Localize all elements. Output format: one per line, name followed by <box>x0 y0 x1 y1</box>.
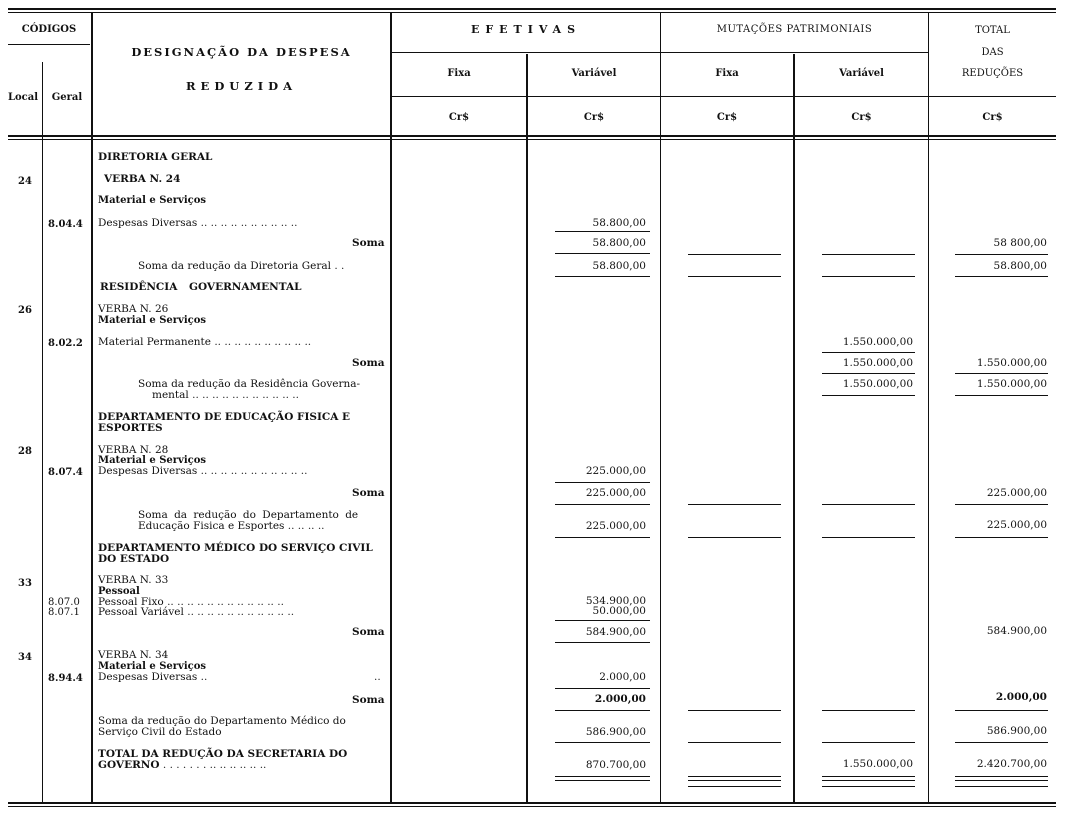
soma-26: Soma <box>352 357 385 369</box>
header-bottom-rule <box>8 135 1056 137</box>
soma-33: Soma <box>352 626 385 638</box>
despesas-diversas-24: Despesas Diversas .. .. .. .. .. .. .. .. .. .. <box>98 217 298 229</box>
section-departamento-ef-2: ESPORTES <box>98 422 163 434</box>
underline-37 <box>688 776 781 777</box>
section-diretoria-geral: DIRETORIA GERAL <box>98 151 213 163</box>
underline-43 <box>688 786 781 787</box>
section-departamento-med-2: DO ESTADO <box>98 553 170 565</box>
underline-19 <box>955 504 1048 505</box>
divider-efetivas-mut <box>660 12 661 802</box>
efetivas-underline <box>392 52 660 53</box>
header-efetivas: EFETIVAS <box>470 23 582 36</box>
underline-30 <box>955 710 1048 711</box>
underline-44 <box>822 786 915 787</box>
despesas-diversas-34: Despesas Diversas .. <box>98 671 208 683</box>
material-servicos-34: Material e Serviços <box>98 661 207 672</box>
geral-code-8022: 8.02.2 <box>48 338 83 349</box>
soma-34: Soma <box>352 694 385 706</box>
underline-45 <box>955 786 1048 787</box>
pessoal-variavel: Pessoal Variável .. .. .. .. .. .. .. .. .. .. .. <box>98 606 295 618</box>
header-total: TOTAL <box>975 25 1010 36</box>
soma-reducao-med-1: Soma da redução do Departamento Médico do <box>98 715 346 727</box>
underline-7 <box>688 276 781 277</box>
verba-24: VERBA N. 24 <box>104 173 181 185</box>
underline-16 <box>555 504 650 505</box>
soma-reducao-rg-1: Soma da redução da Residência Governa- <box>138 378 361 390</box>
total-soma-33: 584.900,00 <box>986 625 1047 637</box>
underline-2 <box>555 253 650 254</box>
header-geral: Geral <box>51 92 83 103</box>
val-soma-reducao-med: 586.900,00 <box>585 726 646 738</box>
underline-12 <box>955 373 1048 374</box>
verba-33: VERBA N. 33 <box>98 574 169 586</box>
currency-total: Cr$ <box>982 112 1003 123</box>
val-soma-reducao-rg: 1.550.000,00 <box>842 378 913 390</box>
underline-18 <box>822 504 915 505</box>
val-pessoal-fixo: 534.900,00 <box>585 595 646 607</box>
underline-36 <box>555 780 650 781</box>
val-soma-reducao-dg: 58.800,00 <box>592 260 646 272</box>
verba-26: VERBA N. 26 <box>98 303 169 315</box>
header-local: Local <box>7 92 39 103</box>
divider-mut-total <box>928 12 929 802</box>
underline-34 <box>955 742 1048 743</box>
underline-26 <box>555 688 650 689</box>
verba-28: VERBA N. 28 <box>98 444 169 456</box>
total-soma-26: 1.550.000,00 <box>976 357 1047 369</box>
underline-20 <box>555 537 650 538</box>
verba-34: VERBA N. 34 <box>98 649 169 661</box>
underline-17 <box>688 504 781 505</box>
section-residencia: RESIDÊNCIA GOVERNAMENTAL <box>100 281 302 293</box>
material-servicos-26: Material e Serviços <box>98 315 207 326</box>
geral-code-8944: 8.94.4 <box>48 673 83 684</box>
header-designacao: DESIGNAÇÃO DA DESPESA <box>131 45 352 59</box>
val-soma-34: 2.000,00 <box>594 693 646 705</box>
soma-reducao-dg: Soma da redução da Diretoria Geral . . <box>138 260 345 272</box>
underline-24 <box>555 620 650 621</box>
underline-27 <box>555 710 650 711</box>
total-underline <box>929 96 1056 97</box>
underline-35 <box>555 776 650 777</box>
underline-3 <box>688 254 781 255</box>
geral-code-8070: 8.07.0 <box>48 597 80 608</box>
underline-9 <box>955 276 1048 277</box>
total-soma-reducao-rg: 1.550.000,00 <box>976 378 1047 390</box>
header-reducoes: REDUÇÕES <box>961 68 1024 79</box>
mutacoes-underline <box>661 52 928 53</box>
header-das: DAS <box>981 47 1004 58</box>
local-code-26: 26 <box>18 305 32 316</box>
material-permanente: Material Permanente .. .. .. .. .. .. .. .. .. .. <box>98 336 312 348</box>
geral-code-8044: 8.04.4 <box>48 219 83 230</box>
soma-reducao-rg-2: mental .. .. .. .. .. .. .. .. .. .. .. <box>152 389 299 401</box>
total-secretaria-1: TOTAL DA REDUÇÃO DA SECRETARIA DO <box>98 748 348 760</box>
top-rule-2 <box>8 12 1056 13</box>
underline-1 <box>555 231 650 232</box>
underline-32 <box>688 742 781 743</box>
currency-mutacoes-fixa: Cr$ <box>716 112 738 123</box>
val-material-permanente: 1.550.000,00 <box>842 336 913 348</box>
divider-mfixa-mvar <box>793 54 795 802</box>
val-soma-33: 584.900,00 <box>585 626 646 638</box>
val-despesas-diversas-34: 2.000,00 <box>599 671 646 683</box>
local-code-34: 34 <box>18 652 32 663</box>
total-secretaria-total: 2.420.700,00 <box>976 758 1047 770</box>
local-code-28: 28 <box>18 446 32 457</box>
underline-6 <box>555 276 650 277</box>
soma-24: Soma <box>352 237 385 249</box>
underline-25 <box>555 642 650 643</box>
bottom-rule-2 <box>8 806 1056 807</box>
divider-desc-efetivas <box>390 12 392 802</box>
material-servicos-24: Material e Serviços <box>98 195 207 206</box>
total-soma-28: 225.000,00 <box>986 487 1047 499</box>
header-bottom-rule-2 <box>8 139 1056 140</box>
val-soma-28: 225.000,00 <box>585 487 646 499</box>
val-soma-24: 58.800,00 <box>592 237 646 249</box>
underline-40 <box>822 780 915 781</box>
local-code-24: 24 <box>18 176 32 187</box>
currency-mutacoes-variavel: Cr$ <box>851 112 872 123</box>
underline-5 <box>955 254 1048 255</box>
bottom-rule <box>8 802 1056 804</box>
pessoal-fixo: Pessoal Fixo .. .. .. .. .. .. .. .. .. .. .. .. <box>98 596 284 608</box>
underline-4 <box>822 254 915 255</box>
currency-efetivas-variavel: Cr$ <box>583 112 605 123</box>
val-total-secretaria-mut: 1.550.000,00 <box>842 758 913 770</box>
local-code-33: 33 <box>18 578 32 589</box>
val-pessoal-variavel: 50.000,00 <box>592 605 646 617</box>
underline-29 <box>822 710 915 711</box>
total-soma-34: 2.000,00 <box>995 691 1047 703</box>
despesas-diversas-28: Despesas Diversas .. .. .. .. .. .. .. .. .. .. .. <box>98 465 308 477</box>
underline-8 <box>822 276 915 277</box>
soma-reducao-med-2: Serviço Civil do Estado <box>98 726 222 738</box>
underline-11 <box>822 373 915 374</box>
subheader-underline <box>392 96 928 97</box>
header-mutacoes: MUTAÇÕES PATRIMONIAIS <box>716 24 873 35</box>
underline-38 <box>688 780 781 781</box>
geral-code-8071: 8.07.1 <box>48 607 80 618</box>
underline-41 <box>955 776 1048 777</box>
pessoal: Pessoal <box>98 586 140 597</box>
currency-efetivas-fixa: Cr$ <box>448 112 470 123</box>
divider-local-geral <box>42 62 43 802</box>
val-total-secretaria-var: 870.700,00 <box>585 759 646 771</box>
underline-14 <box>955 395 1048 396</box>
total-secretaria-2: GOVERNO . . . . . . . .. .. .. .. .. .. <box>98 759 267 771</box>
val-despesas-diversas-24: 58.800,00 <box>592 217 646 229</box>
material-servicos-28: Material e Serviços <box>98 455 207 466</box>
underline-21 <box>688 537 781 538</box>
total-soma-reducao-ef: 225.000,00 <box>986 519 1047 531</box>
divider-efixa-evar <box>526 54 528 802</box>
header-efetivas-variavel: Variável <box>571 68 617 79</box>
dots-34: .. <box>374 671 381 683</box>
total-soma-reducao-dg: 58.800,00 <box>993 260 1047 272</box>
val-despesas-diversas-28: 225.000,00 <box>585 465 646 477</box>
header-codigos: CÓDIGOS <box>21 24 77 35</box>
underline-13 <box>822 395 915 396</box>
header-efetivas-fixa: Fixa <box>447 68 471 79</box>
section-departamento-med-1: DEPARTAMENTO MÉDICO DO SERVIÇO CIVIL <box>98 542 373 554</box>
divider-codes-desc <box>91 12 93 802</box>
underline-33 <box>822 742 915 743</box>
underline-23 <box>955 537 1048 538</box>
header-mutacoes-variavel: Variável <box>839 68 884 79</box>
underline-10 <box>822 352 915 353</box>
codigos-underline <box>8 44 90 45</box>
val-soma-26: 1.550.000,00 <box>842 357 913 369</box>
total-soma-24: 58 800,00 <box>993 237 1047 249</box>
underline-22 <box>822 537 915 538</box>
underline-42 <box>955 780 1048 781</box>
underline-39 <box>822 776 915 777</box>
total-soma-reducao-med: 586.900,00 <box>986 725 1047 737</box>
geral-code-8074: 8.07.4 <box>48 467 83 478</box>
underline-15 <box>555 482 650 483</box>
soma-reducao-ef-1: Soma da redução do Departamento de <box>138 509 359 521</box>
header-reduzida: REDUZIDA <box>186 79 297 93</box>
val-soma-reducao-ef: 225.000,00 <box>585 520 646 532</box>
underline-31 <box>555 742 650 743</box>
soma-28: Soma <box>352 487 385 499</box>
top-rule <box>8 8 1056 10</box>
section-departamento-ef-1: DEPARTAMENTO DE EDUCAÇÃO FISICA E <box>98 411 351 423</box>
underline-28 <box>688 710 781 711</box>
soma-reducao-ef-2: Educação Fisica e Esportes .. .. .. .. <box>138 520 325 532</box>
header-mutacoes-fixa: Fixa <box>715 68 739 79</box>
